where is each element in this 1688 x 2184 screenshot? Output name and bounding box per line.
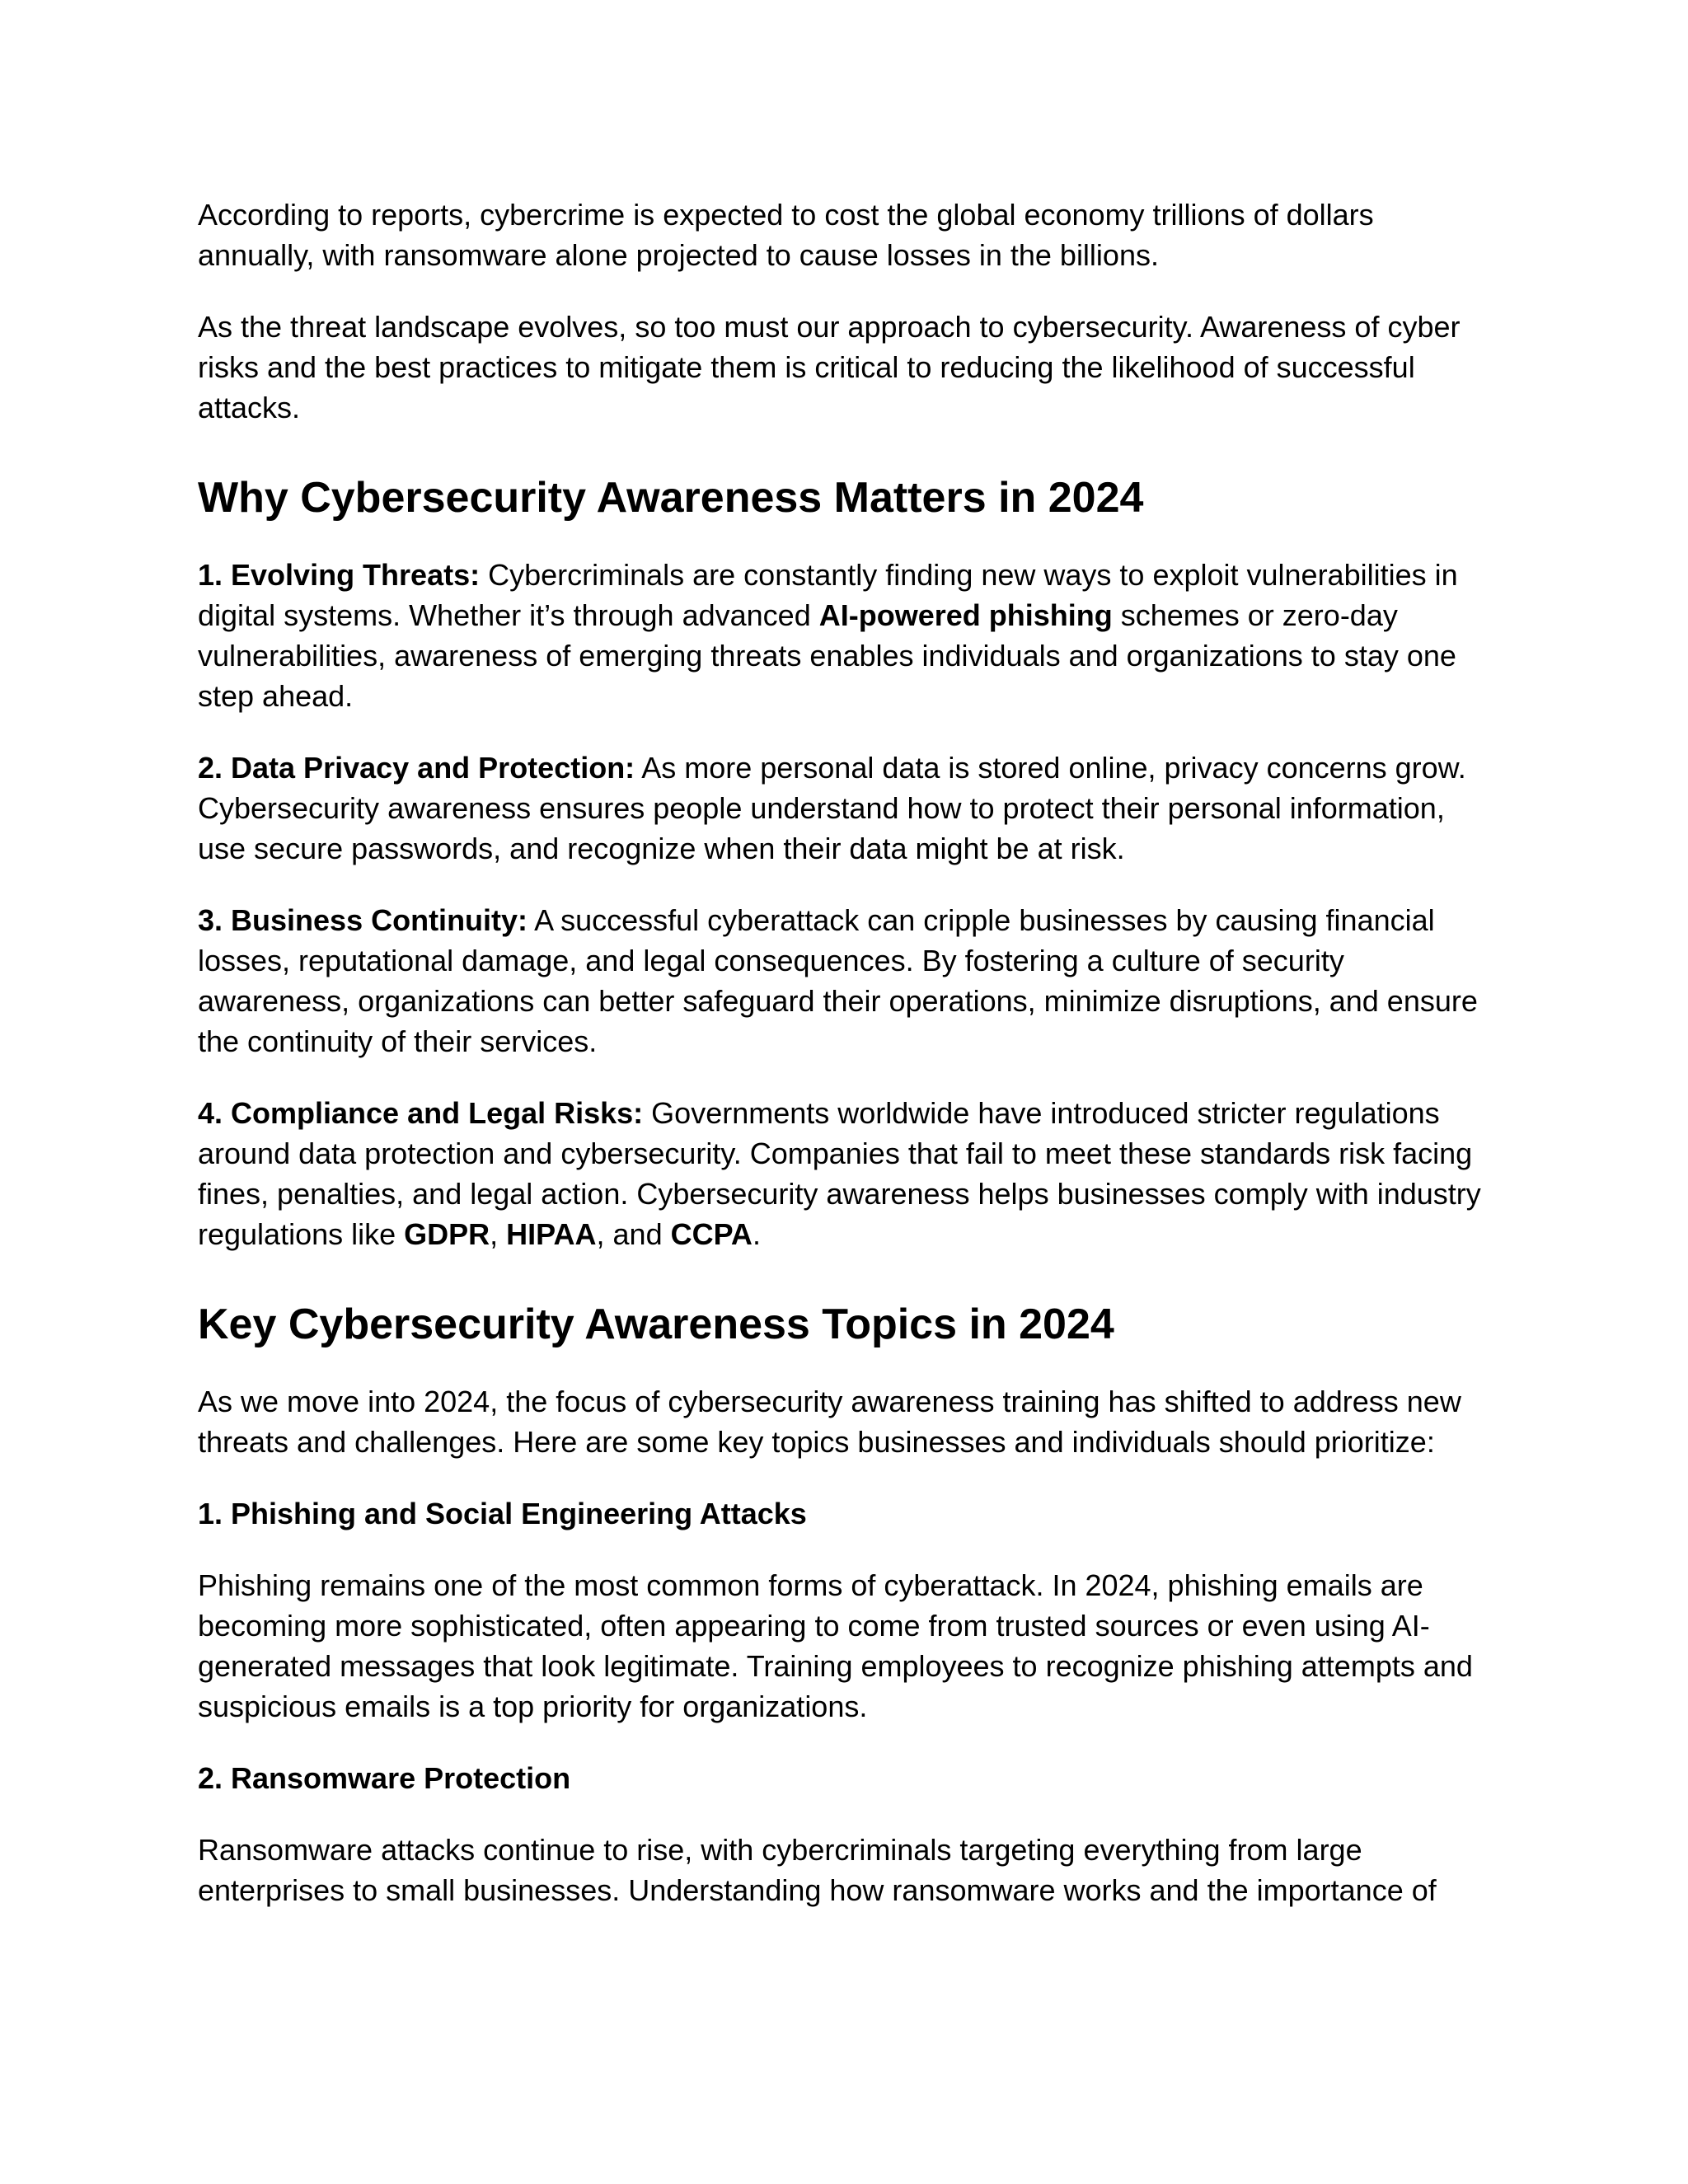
- section-heading: Key Cybersecurity Awareness Topics in 2024: [198, 1301, 1114, 1348]
- item-text: Governments worldwide have introduced stricter regulations around data protection and cybersecurity. Companies that fail to meet these standards risk facing fines, penalties, and legal action. Cybersecurity awareness helps businesses comply with industry regulations like: [198, 1096, 1481, 1251]
- item-label: 2. Data Privacy and Protection:: [198, 751, 635, 785]
- item-text: schemes or zero-day vulnerabilities, awareness of emerging threats enables individuals and organizations to stay one step ahead.: [198, 598, 1456, 713]
- section-intro: As we move into 2024, the focus of cybersecurity awareness training has shifted to address new threats and challenges. Here are some key topics businesses and individuals should prioritize:: [198, 1385, 1461, 1459]
- item-text: A successful cyberattack can cripple businesses by causing financial losses, reputational damage, and legal consequences. By fostering a culture of security awareness, organizations can better safeguard their operations, minimize disruptions, and ensure the continuity of their services.: [198, 903, 1478, 1058]
- regulation-ccpa: CCPA: [670, 1217, 753, 1251]
- list-item-evolving-threats: [198, 555, 1492, 716]
- section-heading: Why Cybersecurity Awareness Matters in 2024: [198, 474, 1144, 522]
- separator: ,: [490, 1217, 507, 1251]
- regulation-hipaa: HIPAA: [506, 1217, 597, 1251]
- intro-paragraph: As the threat landscape evolves, so too must our approach to cybersecurity. Awareness of cyber risks and the best practices to mitigate them is critical to reducing the likelihood of successful attacks.: [198, 310, 1461, 424]
- regulation-gdpr: GDPR: [404, 1217, 490, 1251]
- separator: , and: [596, 1217, 671, 1251]
- item-emphasis: AI-powered phishing: [818, 598, 1113, 632]
- sentence-end: .: [752, 1217, 761, 1251]
- topic-paragraph: Ransomware attacks continue to rise, with cybercriminals targeting everything from large enterprises to small businesses. Understanding how ransomware works and the importance of: [198, 1833, 1437, 1907]
- topic-paragraph: Phishing remains one of the most common forms of cyberattack. In 2024, phishing emails are becoming more sophisticated, often appearing to come from trusted sources or even using AI-generated messages that look legitimate. Training employees to recognize phishing attempts and suspicious emails is a top priority for organizations.: [198, 1568, 1473, 1723]
- topic-heading: 2. Ransomware Protection: [198, 1761, 571, 1795]
- document-content: [198, 194, 1492, 1910]
- item-text: As more personal data is stored online, privacy concerns grow. Cybersecurity awareness ensures people understand how to protect their personal information, use secure passwords, and recognize when their data might be at risk.: [198, 751, 1466, 865]
- item-label: 3. Business Continuity:: [198, 903, 528, 937]
- list-item-data-privacy: [198, 748, 1492, 869]
- item-label: 1. Evolving Threats:: [198, 558, 481, 592]
- intro-paragraph: According to reports, cybercrime is expected to cost the global economy trillions of dollars annually, with ransomware alone projected to cause losses in the billions.: [198, 198, 1374, 272]
- list-item-business-continuity: [198, 900, 1492, 1062]
- item-label: 4. Compliance and Legal Risks:: [198, 1096, 644, 1130]
- list-item-compliance: [198, 1093, 1492, 1254]
- topic-heading: 1. Phishing and Social Engineering Attacks: [198, 1497, 807, 1530]
- item-text: Cybercriminals are constantly finding new ways to exploit vulnerabilities in digital systems. Whether it’s through advanced: [198, 558, 1458, 632]
